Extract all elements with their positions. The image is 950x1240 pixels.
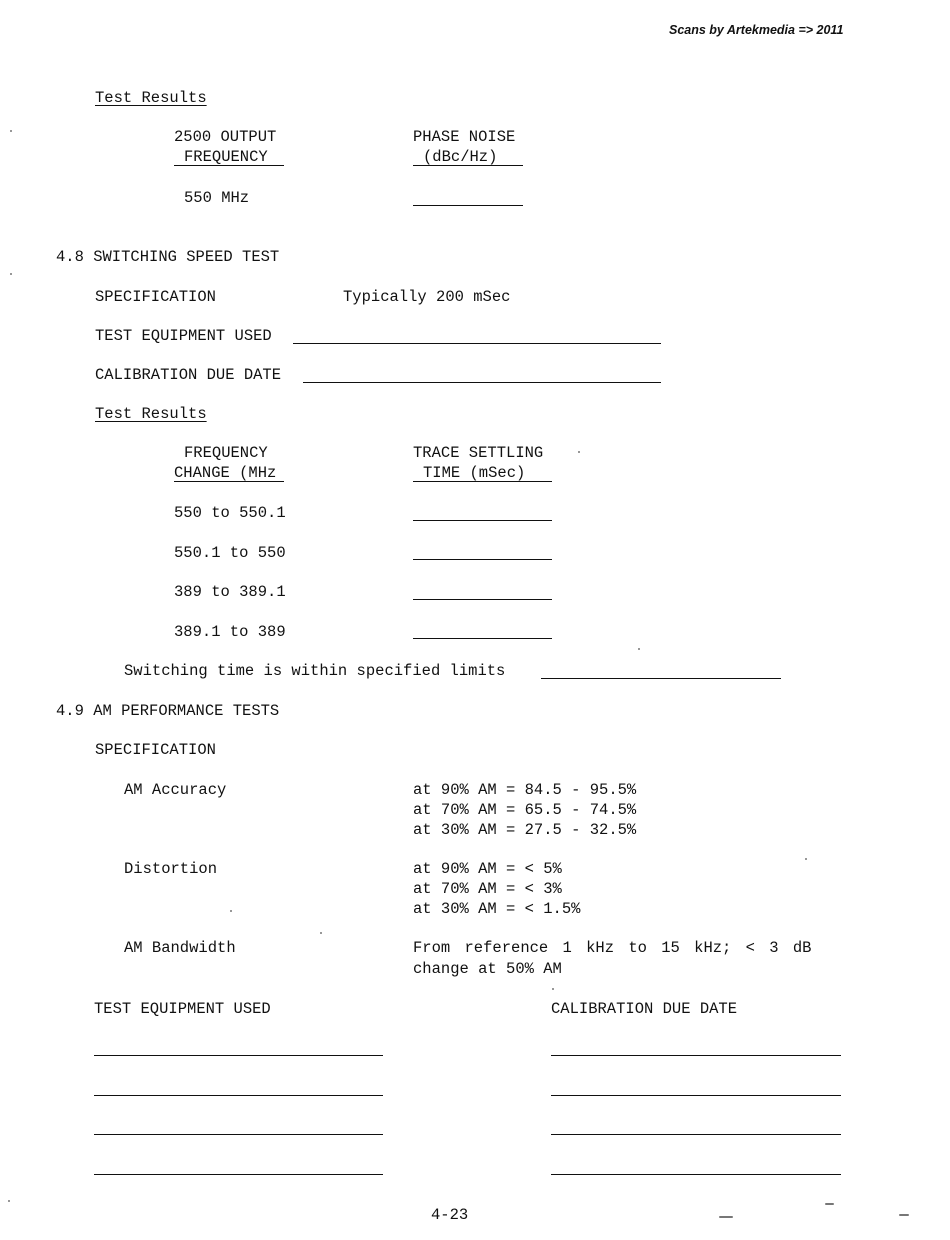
distortion-label: Distortion [124, 860, 218, 878]
scan-speck [638, 648, 640, 650]
equipment-entry-line-1[interactable] [94, 1055, 383, 1056]
calibration-entry-line-1[interactable] [551, 1055, 841, 1056]
switching-row-4: 389.1 to 389 [174, 623, 286, 641]
scan-speck [899, 1214, 909, 1216]
am-bandwidth-label: AM Bandwidth [124, 939, 236, 957]
am-accuracy-label: AM Accuracy [124, 781, 227, 799]
am-bandwidth-value-1: From reference 1 kHz to 15 kHz; < 3 dB [413, 939, 812, 957]
scan-speck [10, 273, 12, 275]
scan-speck [578, 451, 580, 453]
am-accuracy-value-2: at 70% AM = 65.5 - 74.5% [413, 801, 637, 819]
trace-settling-header-line2: TIME (mSec) [423, 464, 526, 482]
equipment-entry-line-4[interactable] [94, 1174, 383, 1175]
switching-limits-text: Switching time is within specified limits [124, 662, 506, 680]
calibration-entry-line-2[interactable] [551, 1095, 841, 1096]
calibration-entry-line-4[interactable] [551, 1174, 841, 1175]
scan-speck [552, 988, 554, 990]
switching-equipment-label: TEST EQUIPMENT USED [95, 327, 272, 345]
equipment-entry-line-2[interactable] [94, 1095, 383, 1096]
phase-noise-results-heading: Test Results [95, 89, 207, 107]
calibration-entry-line-3[interactable] [551, 1134, 841, 1135]
switching-row-3-entry-line[interactable] [413, 599, 552, 600]
output-frequency-underline [174, 165, 284, 166]
switching-spec-label: SPECIFICATION [95, 288, 216, 306]
scan-speck [805, 858, 807, 860]
am-calibration-header: CALIBRATION DUE DATE [551, 1000, 738, 1018]
switching-calibration-label: CALIBRATION DUE DATE [95, 366, 282, 384]
scan-speck [230, 910, 232, 912]
phase-noise-frequency: 550 MHz [184, 189, 250, 207]
scan-credit: Scans by Artekmedia => 2011 [669, 23, 844, 37]
switching-row-1: 550 to 550.1 [174, 504, 286, 522]
switching-row-2-entry-line[interactable] [413, 559, 552, 560]
am-equipment-header: TEST EQUIPMENT USED [94, 1000, 271, 1018]
distortion-value-2: at 70% AM = < 3% [413, 880, 562, 898]
switching-limits-entry-line[interactable] [541, 678, 781, 679]
am-performance-title: 4.9 AM PERFORMANCE TESTS [56, 702, 280, 720]
switching-results-heading: Test Results [95, 405, 207, 423]
output-frequency-header-line1: 2500 OUTPUT [174, 128, 277, 146]
switching-speed-title: 4.8 SWITCHING SPEED TEST [56, 248, 280, 266]
am-spec-label: SPECIFICATION [95, 741, 216, 759]
switching-row-3: 389 to 389.1 [174, 583, 286, 601]
scan-speck [719, 1216, 733, 1218]
am-accuracy-value-1: at 90% AM = 84.5 - 95.5% [413, 781, 637, 799]
scan-speck [825, 1203, 834, 1205]
trace-settling-header-line1: TRACE SETTLING [413, 444, 544, 462]
frequency-change-header-line2: CHANGE (MHz [174, 464, 277, 482]
page-number: 4-23 [431, 1206, 469, 1224]
frequency-change-underline [174, 481, 284, 482]
switching-equipment-entry-line[interactable] [293, 343, 661, 344]
scan-speck [320, 932, 322, 934]
scan-speck [10, 130, 12, 132]
equipment-entry-line-3[interactable] [94, 1134, 383, 1135]
distortion-value-1: at 90% AM = < 5% [413, 860, 562, 878]
am-accuracy-value-3: at 30% AM = 27.5 - 32.5% [413, 821, 637, 839]
distortion-value-3: at 30% AM = < 1.5% [413, 900, 581, 918]
phase-noise-header-line2: (dBc/Hz) [423, 148, 498, 166]
switching-row-2: 550.1 to 550 [174, 544, 286, 562]
am-bandwidth-value-2: change at 50% AM [413, 960, 562, 978]
frequency-change-header-line1: FREQUENCY [184, 444, 268, 462]
switching-calibration-entry-line[interactable] [303, 382, 661, 383]
phase-noise-underline [413, 165, 523, 166]
switching-row-4-entry-line[interactable] [413, 638, 552, 639]
switching-row-1-entry-line[interactable] [413, 520, 552, 521]
output-frequency-header-line2: FREQUENCY [184, 148, 268, 166]
scan-speck [8, 1200, 10, 1202]
switching-spec-value: Typically 200 mSec [343, 288, 511, 306]
trace-settling-underline [413, 481, 552, 482]
phase-noise-entry-line[interactable] [413, 205, 523, 206]
phase-noise-header-line1: PHASE NOISE [413, 128, 516, 146]
